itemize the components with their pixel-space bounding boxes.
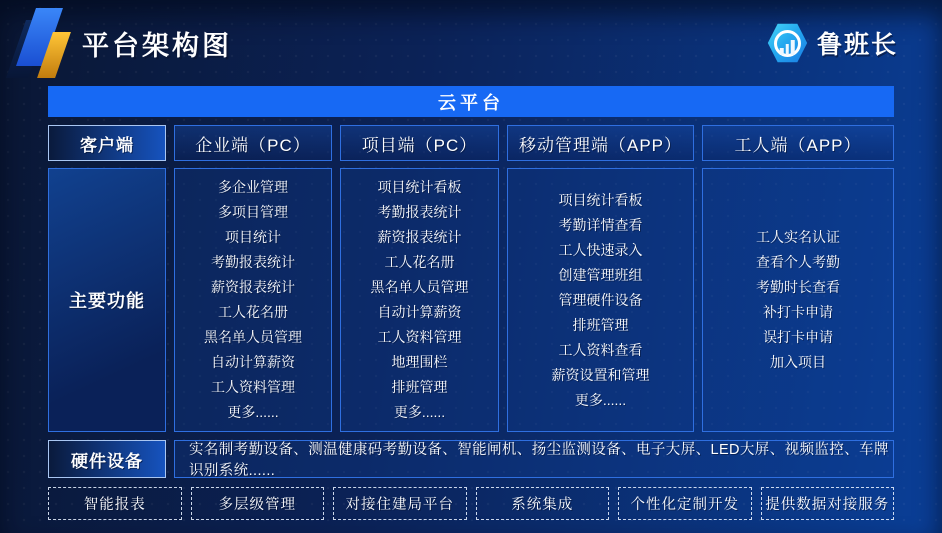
service-tags-row xyxy=(48,487,894,520)
hardware-row xyxy=(48,440,894,478)
feature-item: 考勤详情查看 xyxy=(558,216,643,233)
feature-item: 工人实名认证 xyxy=(756,229,840,245)
client-side-label: 客户端 xyxy=(48,125,166,161)
feature-item: 地理围栏 xyxy=(391,354,448,370)
feature-item: 项目统计看板 xyxy=(558,191,643,208)
tag-custom-development: 个性化定制开发 xyxy=(618,487,752,520)
brand-name: 鲁班长 xyxy=(816,31,898,59)
top-header xyxy=(0,0,942,86)
feature-item: 多企业管理 xyxy=(218,179,288,195)
feature-item: 排班管理 xyxy=(391,379,448,395)
feature-item: 工人花名册 xyxy=(384,254,455,270)
tag-multi-level-management: 多层级管理 xyxy=(191,487,325,520)
feature-item: 排班管理 xyxy=(572,316,629,333)
feature-item: 黑名单人员管理 xyxy=(204,329,302,345)
feature-item: 工人资料查看 xyxy=(558,341,643,358)
feature-item: 考勤报表统计 xyxy=(211,254,295,270)
feature-item: 查看个人考勤 xyxy=(756,254,840,270)
column-header-enterprise-pc: 企业端（PC） xyxy=(174,125,332,161)
feature-item: 创建管理班组 xyxy=(558,266,643,283)
main-functions-label: 主要功能 xyxy=(48,168,166,432)
cloud-platform-banner: 云平台 xyxy=(48,86,894,117)
feature-item: 工人资料管理 xyxy=(377,329,462,345)
main-functions-row xyxy=(48,168,894,432)
feature-item: 考勤时长查看 xyxy=(756,279,840,295)
feature-item: 更多...... xyxy=(574,391,627,408)
feature-item: 自动计算薪资 xyxy=(211,354,295,370)
feature-item: 更多...... xyxy=(393,404,446,420)
feature-item: 黑名单人员管理 xyxy=(370,279,469,295)
feature-item: 工人快速录入 xyxy=(558,241,643,258)
feature-item: 管理硬件设备 xyxy=(558,291,643,308)
feature-item: 误打卡申请 xyxy=(763,329,833,345)
bar-chart-glyph xyxy=(780,40,795,55)
brand-logo xyxy=(767,23,898,64)
column-header-mobile-admin-app: 移动管理端（APP） xyxy=(507,125,694,161)
feature-item: 薪资报表统计 xyxy=(211,279,295,295)
slash-logo-icon xyxy=(16,6,70,80)
feature-item: 考勤报表统计 xyxy=(377,204,462,220)
hexagon-chart-icon xyxy=(767,23,808,64)
feature-item: 项目统计看板 xyxy=(377,179,462,195)
tag-smart-reports: 智能报表 xyxy=(48,487,182,520)
page-title: 平台架构图 xyxy=(82,30,232,61)
feature-item: 加入项目 xyxy=(770,354,826,370)
feature-column-project xyxy=(340,168,499,432)
feature-item: 项目统计 xyxy=(225,229,281,245)
diagram-content xyxy=(0,86,942,520)
feature-column-mobile-admin xyxy=(507,168,694,432)
column-header-worker-app: 工人端（APP） xyxy=(702,125,894,161)
column-header-project-pc: 项目端（PC） xyxy=(340,125,499,161)
feature-item: 薪资设置和管理 xyxy=(551,366,650,383)
feature-item: 薪资报表统计 xyxy=(377,229,462,245)
client-header-row xyxy=(48,125,894,161)
feature-item: 工人花名册 xyxy=(218,304,288,320)
feature-item: 更多...... xyxy=(227,404,279,420)
tag-data-interface-service: 提供数据对接服务 xyxy=(761,487,895,520)
feature-item: 多项目管理 xyxy=(218,204,288,220)
tag-housing-bureau-integration: 对接住建局平台 xyxy=(333,487,467,520)
feature-item: 自动计算薪资 xyxy=(377,304,462,320)
tag-system-integration: 系统集成 xyxy=(476,487,610,520)
feature-item: 工人资料管理 xyxy=(211,379,295,395)
feature-column-enterprise xyxy=(174,168,332,432)
hardware-devices-text: 实名制考勤设备、测温健康码考勤设备、智能闸机、扬尘监测设备、电子大屏、LED大屏、视频监控、车牌识别系统...... xyxy=(174,440,894,478)
feature-column-worker xyxy=(702,168,894,432)
hardware-label: 硬件设备 xyxy=(48,440,166,478)
feature-item: 补打卡申请 xyxy=(763,304,833,320)
